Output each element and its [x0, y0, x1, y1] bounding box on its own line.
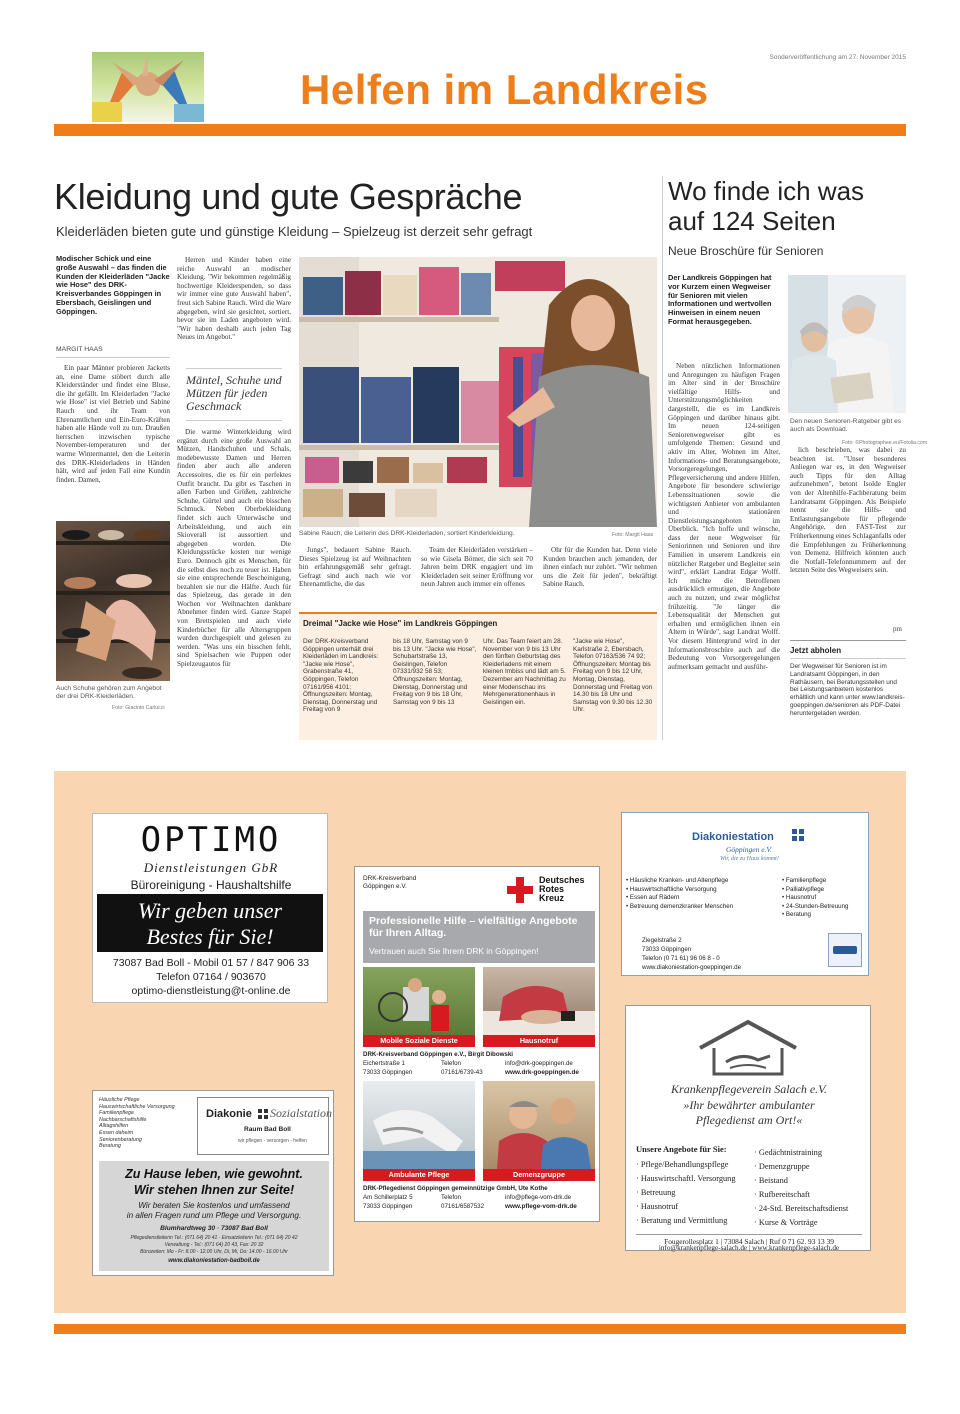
section-title: Helfen im Landkreis: [300, 66, 709, 113]
diakonie-boll-brand: Diakonie: [206, 1108, 252, 1120]
salach-offer-r2-text: Beistand: [758, 1176, 788, 1185]
salach-offer-r5: · Kurse & Vorträge: [754, 1218, 818, 1227]
salach-offers-right: [754, 1146, 870, 1230]
salach-slogan-1: »Ihr bewährter ambulanter: [683, 1098, 815, 1112]
main-headline: Kleidung und gute Gespräche: [54, 176, 523, 217]
main-subheadline: Kleiderläden bieten gute und günstige Kleidung – Spielzeug ist derzeit sehr gefragt: [56, 224, 533, 239]
side-headline: Wo finde ich was auf 124 Seiten: [668, 176, 865, 236]
salach-offer-r2: · Beistand: [754, 1176, 788, 1185]
diakoniestation-phone: Telefon (0 71 61) 96 06 8 - 0: [642, 955, 720, 962]
drk-contact2-tel-label: Telefon: [441, 1194, 461, 1201]
diakoniestation-ad: [621, 812, 869, 976]
infobox: [299, 612, 657, 740]
diakonie-boll-web[interactable]: www.diakoniestation-badboll.de: [168, 1258, 260, 1264]
pullquote-rule-bottom: [186, 420, 282, 421]
ds-service-r1: • Palliativpflege: [782, 885, 825, 893]
diakoniestation-web[interactable]: www.diakoniestation-goeppingen.de: [642, 964, 742, 971]
ds-service-l3: • Betreuung demenzkranker Menschen: [626, 902, 734, 910]
drk-contact1-tel-label: Telefon: [441, 1060, 461, 1067]
side-author-tag: pm: [893, 625, 902, 633]
senior-photo-caption: Den neuen Senioren-Ratgeber gibt es auch als Download.: [790, 418, 902, 433]
side-box-title: Jetzt abholen: [790, 646, 842, 655]
diakonie-boll-script: Sozialstation: [270, 1106, 333, 1120]
ds-service-l1-text: Hauswirtschaftliche Versorgung: [629, 885, 717, 893]
main-col1-text: [56, 364, 170, 514]
salach-offer-r0-text: Gedächtnistraining: [758, 1148, 822, 1157]
shoe-credit: Foto: Giacinto Carlucci: [112, 705, 165, 711]
diakoniestation-name: Diakoniestation: [692, 831, 774, 843]
main-col5-text: [543, 546, 657, 608]
salach-slogan-2: Pflegedienst am Ort!«: [695, 1113, 803, 1127]
ds-service-r1-text: Palliativpflege: [785, 885, 825, 893]
main-col4-text: [421, 546, 533, 608]
senior-photo: [788, 275, 906, 413]
diakonie-boll-logo-box: [197, 1097, 333, 1155]
side-box-text: Der Wegweiser für Senioren ist im Landratsamt Göppingen, in den Rathäusern, bei Beratungsstellen und bei Leistungsanbietern kostenlos erhältlich und kann unter www.landkreis-goeppingen.de/senioren als PDF-Datei heruntergeladen werden.: [790, 663, 905, 717]
main-photo-credit: Foto: Margit Haas: [612, 532, 654, 538]
salach-offer-l4-text: Beratung und Vermittlung: [640, 1216, 728, 1225]
salach-offer-l4: · Beratung und Vermittlung: [636, 1216, 728, 1225]
salach-divider: [636, 1234, 862, 1235]
boll-service-5: Essen daheim: [99, 1129, 134, 1136]
side-subheadline: Neue Broschüre für Senioren: [668, 244, 824, 258]
drk-photo-2: [483, 967, 595, 1035]
drk-contact2-tel: 07161/6587532: [441, 1203, 485, 1210]
salach-offer-l0: · Pflege/Behandlungspflege: [636, 1160, 729, 1169]
main-col2-text-a: [177, 256, 291, 364]
drk-contact1-city: 73033 Göppingen: [363, 1069, 413, 1076]
ds-service-l0: • Häusliche Kranken- und Altenpflege: [626, 877, 729, 884]
main-col2b-paragraph: Die warme Winterkleidung wird ergänzt durch eine große Auswahl an Mützen, Handschuhen und Schals, modebewusste Damen und Herren finden aber auch alle anderen Accessoires, die es für ein perfektes Outfit braucht. Da gibt es Taschen in allen Farben und Größen, zahlreiche Schuhe, Gürtel und auch ein bisschen Schmuck. Neben Oberbekleidung findet sich auch Unterwäsche und Arbeitskleidung, und auch ein Skioverall ist aussortiert und abgegeben worden. Die Kleidungsstücke kosten nur wenige Euro. Dennoch gibt es Menschen, für die selbst dies noch zu teuer ist. Haben sie eine entsprechende Bescheinigung, bezahlen sie nur die Hälfte. Auch für das Spielzeug, das gerade in den Wochen vor Weihnachten dankbare Abnehmer finden wird. Ganze Stapel von Brettspielen und auch viele Kinderbücher für alle Altersgruppen wurden durchgespielt und gelesen zu werden. "Was uns ein bisschen fehlt, sind Spielsachen wie Puppen oder Spielzeugautos für: [177, 428, 291, 669]
diakonie-boll-tel2: Verwaltung - Tel.: (071 64) 20 43, Fax: 20 32: [164, 1242, 264, 1248]
diakonie-boll-services: [99, 1097, 189, 1150]
ds-service-r0: • Familienpflege: [782, 877, 827, 884]
main-col3-text: [299, 546, 411, 608]
drk-contact1-head: DRK-Kreisverband Göppingen e.V., Birgit Dibowski: [363, 1051, 514, 1058]
footer-orange-bar: [54, 1324, 906, 1334]
optimo-ad: [92, 813, 328, 1003]
side-col2-text: [790, 446, 906, 626]
optimo-email: optimo-dienstleistung@t-online.de: [131, 985, 291, 997]
salach-offer-r0: · Gedächtnistraining: [754, 1148, 822, 1157]
infobox-col1: Der DRK-Kreisverband Göppingen unterhält drei Kleiderläden im Landkreis: "Jacke wie Hose", Grabenstraße 41, Göppingen, Telefon 07161/956 4101; Öffnungszeiten: Montag, Dienstag, Donnerstag und Freitag von 9: [303, 638, 379, 714]
diakonie-boll-cross-icon: [258, 1109, 268, 1119]
drk-cross-icon: [507, 877, 533, 903]
diakonie-boll-sub2: in allen Fragen rund um Pflege und Versorgung.: [126, 1211, 302, 1220]
drk-photo-1: [363, 967, 475, 1035]
drk-org: DRK-Kreisverband Göppingen e.V.: [363, 875, 417, 890]
senior-photo-credit: Foto: ©Photographee.eu/Fotolia.com: [842, 440, 928, 446]
supplement-note: Sonderveröffentlichung am 27. November 2015: [769, 54, 906, 61]
optimo-name: OPTIMO: [140, 820, 282, 860]
side-col1-paragraph: Neben nützlichen Informationen und Anregungen zu häufigen Fragen im Alter sind in der Broschüre vielfältige Hilfs- und Unterstützungsmöglichkeiten dargestellt, die es im Landkreis Göppingen und darüber hinaus gibt. Im neuen 124-seitigen Seniorenwegweiser gibt es umfolgende Themen: Gesund und aktiv im Alter, Wohnen im Alter, Informations- und Beratungsangebote, Vorsorgeregelungen, Pflegeversicherung und andere Hilfen, Angebote für besondere schwierige Lebenssituationen sowie die wichtigsten Anbieter von ambulanten und stationären Dienstleistungsangeboten im Überblick. "Ich hoffe und wünsche, dass der neue Wegweiser für Seniorinnen und Senioren und ihre Familien in unserem Landkreis ein nützlicher Ratgeber und Begleiter sein wird", erklärt Landrat Edgar Wolff. Ich möchte die Betroffenen ausdrücklich ermutigen, die Angebote auch zu nutzen, und zwar möglichst frühzeitig. "Je länger die Lebensqualität der Menschen gut erhalten und ermöglichen ihnen ein Altern in Würde", sagt Landrat Wolff. Vor diesem Hintergrund wird in der Informationsbroschüre auch auf die Bedeutung von Vorsorgeregelungen aufmerksam gemacht und ausführ-: [668, 362, 780, 671]
ds-service-r4-text: Beratung: [785, 911, 812, 919]
salach-house-logo: [696, 1018, 800, 1078]
diakonie-boll-region: Raum Bad Boll: [244, 1126, 291, 1133]
drk-contact1-tel: 07161/6739-43: [441, 1069, 483, 1076]
diakonie-boll-sub1: Wir beraten Sie kostenlos und umfassend: [138, 1201, 290, 1210]
drk-label-4: Demenzgruppe: [483, 1169, 595, 1181]
salach-offer-r4-text: 24-Std. Bereitschaftsdienst: [758, 1204, 849, 1213]
side-lead: Der Landkreis Göppingen hat vor Kurzem einen Wegweiser für Senioren mit vielen Informationen und wertvollen Hinweisen in einem neuen Format herausgegeben.: [668, 274, 772, 326]
drk-contact1-web[interactable]: www.drk-goeppingen.de: [505, 1069, 579, 1076]
diakoniestation-city: Göppingen e.V.: [726, 845, 772, 854]
boll-service-2: Familienpflege: [99, 1110, 135, 1117]
drk-contact2-addr: Am Schillerplatz 5: [363, 1194, 413, 1201]
drk-label-2: Hausnotruf: [483, 1035, 595, 1047]
boll-service-1: Hauswirtschaftliche Versorgung: [99, 1103, 175, 1110]
main-col3-paragraph: Jungs", bedauert Sabine Rauch. Dieses Spielzeug ist auf Weihnachten hin erfahrungsgemäß sehr gefragt. Gefragt sind auch nach wie vor Ehrenamtliche, die das: [299, 546, 411, 589]
main-photo: [299, 257, 657, 527]
drk-photo-4: [483, 1081, 595, 1169]
diakonie-boll-headline1: Zu Hause leben, wie gewohnt.: [125, 1167, 303, 1181]
boll-service-6: Seniorenberatung: [99, 1136, 142, 1143]
side-col2-paragraph: lich beschrieben, was dabei zu beachten ist. "Unser besonderes Anliegen war es, in den Wegweiser auch Tipps für den Alltag aufzunehmen", betont Isolde Engler von der Altenhilfe-Fachberatung beim Landratsamt Göppingen. Als Beispiele nennt sie die Hilfs- und Entlastungsangebote für pflegende Angehörige, den FAST-Test zur Früherkennung eines Schlaganfalls oder die Empfehlungen zu Früherkennung von Demenz. Hilfreich könnten auch die Notfall-Telefonnummern auf der letzten Seite des Wegweisers sein.: [790, 446, 906, 575]
header-photo: [92, 52, 204, 122]
drk-contact2-city: 73033 Göppingen: [363, 1203, 413, 1210]
diakonie-boll-headline2: Wir stehen Ihnen zur Seite!: [133, 1183, 295, 1197]
diakoniestation-motto: Wir, die zu Haus kommt!: [720, 856, 779, 862]
salach-offer-l2-text: Betreuung: [640, 1188, 676, 1197]
diakonie-boll-ad: [92, 1090, 334, 1276]
drk-logo-line3: Kreuz: [539, 893, 565, 903]
infobox-title: Dreimal "Jacke wie Hose" im Landkreis Göppingen: [303, 619, 498, 628]
salach-offers-left: [636, 1158, 754, 1228]
ds-service-r2: • Hausnotruf: [782, 894, 817, 902]
header-orange-bar: [54, 124, 906, 136]
drk-ad: [354, 866, 600, 1222]
infobox-col3: Uhr. Das Team feiert am 28. November von 9 bis 13 Uhr den fünften Geburtstag des Kleiderladens mit einem kleinen Imbiss und lädt am 5. Dezember am Nachmittag zu einer Modenschau ins Mehrgenerationenhaus in Geislingen ein.: [483, 638, 566, 706]
salach-ad: [625, 1005, 871, 1251]
salach-offer-l3-text: Hausnotruf: [640, 1202, 679, 1211]
pullquote: Mäntel, Schuhe und Mützen für jeden Geschmack: [186, 373, 282, 413]
salach-address: Fougerollesplatz 1 | 73084 Salach | Ruf 0 71 62. 93 13 39: [664, 1237, 834, 1246]
salach-offer-r4: · 24-Std. Bereitschaftsdienst: [754, 1204, 849, 1213]
salach-offer-r3: · Rufbereitschaft: [754, 1190, 810, 1199]
optimo-slogan-2: Bestes für Sie!: [146, 924, 274, 949]
ds-service-l2: • Essen auf Rädern: [626, 894, 680, 902]
pullquote-rule-top: [186, 368, 282, 369]
diakoniestation-city-line: 73033 Göppingen: [642, 946, 692, 953]
diakoniestation-services-left: [626, 877, 776, 911]
optimo-address: 73087 Bad Boll - Mobil 01 57 / 847 906 33: [112, 957, 310, 969]
infobox-col4: "Jacke wie Hose", Karlstraße 2, Ebersbach, Telefon 07163/536 74 92; Öffnungszeiten: Montag bis Freitag von 9 bis 12 Uhr, Montag, Dienstag, Donnerstag und Freitag von 14.30 bis 18 Uhr und Samstag von 9.30 bis 12.30 Uhr.: [573, 638, 653, 714]
drk-logo-line2: Rotes: [539, 884, 565, 894]
diakonie-boll-main: [99, 1161, 329, 1271]
boll-service-3: Nachbarschaftshilfe: [99, 1116, 147, 1123]
main-col2a-paragraph: Herren und Kinder haben eine reiche Auswahl an modischer Kleidung. "Wir bekommen regelmäßig hochwertige Kleiderspenden, so dass wir immer eine gute Auswahl haben", freut sich Sabine Rauch. Wird die Ware abgegeben, wird sie gesichtet, sortiert, bevor sie im Laden angeboten wird. "Wir haben deshalb auch jeden Tag Neues im Angebot.": [177, 256, 291, 342]
salach-offer-r1: · Demenzgruppe: [754, 1162, 810, 1171]
drk-contact1-addr: Eichertstraße 1: [363, 1060, 405, 1067]
column-divider: [662, 176, 663, 740]
main-col4-paragraph: Team der Kleiderläden verstärken – so wie Gisela Bömer, die sich seit 70 Jahren beim DRK engagiert und im Kleiderladen seit seiner Eröffnung vor neun Jahren auch immer ein offenes: [421, 546, 533, 589]
drk-banner-title: Professionelle Hilfe – vielfältige Angebote für Ihren Alltag.: [369, 915, 578, 939]
side-box-rule-2: [790, 658, 906, 659]
optimo-services: Büroreinigung - Haushaltshilfe: [130, 878, 292, 892]
drk-contact1-mail[interactable]: info@drk-goeppingen.de: [505, 1060, 573, 1067]
diakonie-boll-tel1: Pflegedienstleiterin Tel.: (071 64) 20 41 · Einsatzleiterin Tel.: (071 64) 20 42: [130, 1235, 298, 1241]
main-photo-caption: Sabine Rauch, die Leiterin des DRK-Kleiderladen, sortiert Kinderkleidung.: [299, 530, 515, 537]
side-col1-text: [668, 362, 780, 740]
salach-offer-l1-text: Hauswirtschaftl. Versorgung: [640, 1174, 736, 1183]
salach-offer-l2: · Betreuung: [636, 1188, 676, 1197]
ds-service-l2-text: Essen auf Rädern: [629, 894, 680, 902]
drk-photo-3: [363, 1081, 475, 1169]
salach-offer-l0-text: Pflege/Behandlungspflege: [640, 1160, 729, 1169]
ds-service-r3-text: 24-Stunden-Betreuung: [785, 902, 849, 910]
salach-offer-l3: · Hausnotruf: [636, 1202, 679, 1211]
salach-offer-r5-text: Kurse & Vorträge: [758, 1218, 818, 1227]
boll-service-4: Alltagshilfen: [99, 1123, 129, 1130]
diakonie-boll-address: Blumhardtweg 30 · 73087 Bad Boll: [160, 1225, 268, 1232]
ds-service-l0-text: Häusliche Kranken- und Altenpflege: [629, 877, 729, 884]
salach-offers-title: Unsere Angebote für Sie:: [636, 1144, 727, 1154]
optimo-phone: Telefon 07164 / 903670: [156, 971, 266, 983]
boll-service-7: Beratung: [99, 1143, 121, 1150]
drk-banner: [363, 911, 595, 963]
main-col1-paragraph: Ein paar Männer probieren Jacketts an, eine Dame stöbert durch alle Kleiderständer und findet eine Bluse, die ihr gefällt. Im Kleiderladen "Jacke wie Hose" ist viel Betrieb und Sabine Rauch und ihr Team von Ehrenamtlichen und Ein-Euro-Kräften haben alle Hände voll zu tun. Draußen herrschen inzwischen typische November-temperaturen und der warme Wintermantel, den die Leiterin des DRK-Kleiderladens in Händen hält, wird auf jeden Fall eine Kundin finden. Damen,: [56, 364, 170, 484]
optimo-slogan-box: [97, 894, 323, 952]
shoe-caption: Auch Schuhe gehören zum Angebot der drei DRK-Kleiderläden.: [56, 685, 162, 700]
ds-service-l3-text: Betreuung demenzkranker Menschen: [629, 902, 734, 910]
diakoniestation-seal: [828, 933, 862, 967]
salach-contact[interactable]: info@krankenpflege-salach.de | www.krankenpflege-salach.de: [658, 1244, 840, 1252]
ds-service-l1: • Hauswirtschaftliche Versorgung: [626, 885, 717, 893]
main-lead: Modischer Schick und eine große Auswahl – das finden die Kunden der Kleiderläden "Jacke wie Hose" des DRK-Kreisverbandes Göppingen in Ebersbach, Geislingen und Göppingen.: [56, 255, 170, 316]
drk-banner-sub: Vertrauen auch Sie Ihrem DRK in Göppingen!: [369, 946, 539, 956]
ds-service-r4: • Beratung: [782, 911, 812, 919]
salach-offer-r1-text: Demenzgruppe: [758, 1162, 810, 1171]
drk-label-3: Ambulante Pflege: [363, 1169, 475, 1181]
salach-offer-r3-text: Rufbereitschaft: [758, 1190, 810, 1199]
drk-label-1: Mobile Soziale Dienste: [363, 1035, 475, 1047]
diakonie-boll-hours: Bürozeiten: Mo - Fr: 8.00 - 12.00 Uhr, Di, Mi, Do: 14.00 - 16.00 Uhr: [140, 1249, 288, 1255]
diakonie-cross-icon: [792, 829, 804, 841]
infobox-col2: bis 18 Uhr, Samstag von 9 bis 13 Uhr. "Jacke wie Hose", Schubartstraße 13, Geislingen, Telefon 07331/932 58 53; Öffnungszeiten: Montag, Dienstag, Donnerstag und Freitag von 9 bis 18 Uhr, Samstag von 9 bis 13: [393, 638, 477, 706]
drk-contact2-mail[interactable]: info@pflege-vom-drk.de: [505, 1194, 572, 1201]
author-rule: [56, 357, 170, 358]
side-box-rule: [790, 640, 906, 641]
optimo-subtitle: Dienstleistungen GbR: [143, 860, 279, 875]
drk-logo-line1: Deutsches: [539, 875, 585, 885]
ds-service-r2-text: Hausnotruf: [785, 894, 817, 902]
shoe-photo: [56, 521, 170, 681]
salach-offer-l1: · Hauswirtschaftl. Versorgung: [636, 1174, 736, 1183]
ds-service-r0-text: Familienpflege: [785, 877, 827, 884]
main-author: MARGIT HAAS: [56, 346, 103, 353]
ds-service-r3: • 24-Stunden-Betreuung: [782, 902, 849, 910]
drk-contact2-web[interactable]: www.pflege-vom-drk.de: [505, 1203, 577, 1210]
boll-service-0: Häusliche Pflege: [99, 1097, 140, 1103]
main-col2-text-b: [177, 428, 291, 740]
diakoniestation-street: Ziegelstraße 2: [642, 937, 682, 944]
main-col5-paragraph: Ohr für die Kunden hat. Denn viele Kunden brauchen auch jemanden, der ihnen einfach nur zuhört. "Wir nehmen uns die Zeit für jeden", bekräftigt Sabine Rauch.: [543, 546, 657, 589]
diakonie-boll-tagline: wir pflegen - versorgen - helfen: [238, 1138, 307, 1144]
drk-contact2-head: DRK-Pflegedienst Göppingen gemeinnützige GmbH, Ute Kothe: [363, 1185, 548, 1192]
optimo-slogan-1: Wir geben unser: [137, 898, 283, 923]
diakoniestation-services-right: [782, 877, 868, 920]
salach-name: Krankenpflegeverein Salach e.V.: [671, 1082, 827, 1096]
